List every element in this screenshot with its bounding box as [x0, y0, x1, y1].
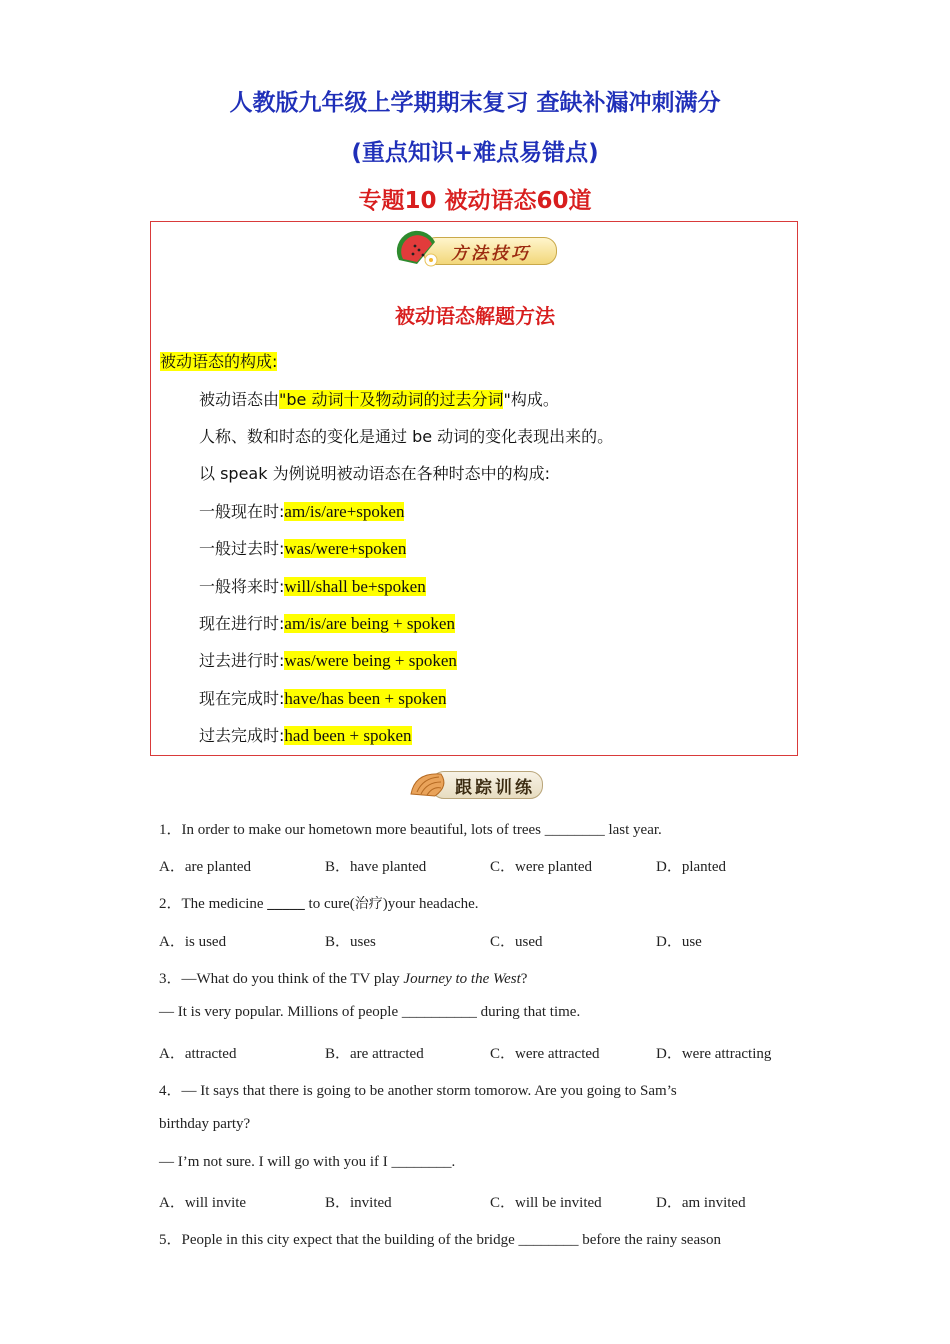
option-1c: C．were planted — [490, 859, 593, 875]
method-banner-label: 方法技巧 — [451, 244, 531, 264]
tense-row: 现在完成时:have/has been + spoken — [199, 689, 447, 708]
question-4-cont: birthday party? — [159, 1116, 251, 1132]
shell-icon — [405, 764, 451, 804]
option-2a: A．is used — [159, 934, 227, 950]
tense-row: 过去进行时:was/were being + spoken — [199, 651, 457, 670]
option-1a: A．are planted — [159, 859, 252, 875]
option-1b: B．have planted — [325, 859, 427, 875]
structure-line-2: 人称、数和时态的变化是通过 be 动词的变化表现出来的。 — [199, 427, 614, 446]
option-4a: A．will invite — [159, 1195, 247, 1211]
option-3d: D．were attracting — [656, 1046, 772, 1062]
option-4d: D．am invited — [656, 1195, 746, 1211]
method-heading: 被动语态解题方法 — [395, 304, 555, 328]
question-3-reply: — It is very popular. Millions of people __________ during that time. — [159, 1004, 581, 1020]
structure-line-3: 以 speak 为例说明被动语态在各种时态中的构成: — [199, 464, 550, 483]
option-3a: A．attracted — [159, 1046, 237, 1062]
practice-banner-label: 跟踪训练 — [455, 778, 535, 798]
option-3c: C．were attracted — [490, 1046, 600, 1062]
option-4c: C．will be invited — [490, 1195, 602, 1211]
question-1: 1．In order to make our hometown more beautiful, lots of trees ________ last year. — [159, 822, 662, 838]
question-5: 5．People in this city expect that the building of the bridge ________ before the rainy season — [159, 1232, 721, 1248]
question-4-reply: — I’m not sure. I will go with you if I ________. — [159, 1154, 456, 1170]
tense-row: 过去完成时:had been + spoken — [199, 726, 412, 745]
watermelon-icon — [395, 230, 441, 270]
doc-title-line2: (重点知识+难点易错点) — [351, 140, 599, 166]
doc-topic-title: 专题10 被动语态60道 — [358, 188, 592, 214]
option-1d: D．planted — [656, 859, 726, 875]
tense-row: 现在进行时:am/is/are being + spoken — [199, 614, 455, 633]
question-3: 3．—What do you think of the TV play Journey to the West? — [159, 971, 528, 987]
question-4: 4．— It says that there is going to be another storm tomorow. Are you going to Sam’s — [159, 1083, 677, 1099]
tense-row: 一般现在时:am/is/are+spoken — [199, 502, 405, 521]
doc-title-line1: 人教版九年级上学期期末复习 查缺补漏冲刺满分 — [229, 90, 721, 116]
tense-row: 一般过去时:was/were+spoken — [199, 539, 407, 558]
method-banner — [395, 230, 557, 270]
option-4b: B．invited — [325, 1195, 392, 1211]
key-formula: "be 动词十及物动词的过去分词 — [279, 390, 504, 409]
practice-banner — [405, 764, 543, 804]
option-2d: D．use — [656, 934, 702, 950]
tense-row: 一般将来时:will/shall be+spoken — [199, 577, 426, 596]
option-3b: B．are attracted — [325, 1046, 424, 1062]
structure-label: 被动语态的构成: — [160, 352, 278, 371]
question-2: 2．The medicine _____ to cure(治疗)your headache. — [159, 896, 479, 912]
option-2c: C．used — [490, 934, 543, 950]
method-box — [150, 221, 798, 756]
structure-line-1: 被动语态由"be 动词十及物动词的过去分词"构成。 — [199, 390, 559, 409]
option-2b: B．uses — [325, 934, 376, 950]
